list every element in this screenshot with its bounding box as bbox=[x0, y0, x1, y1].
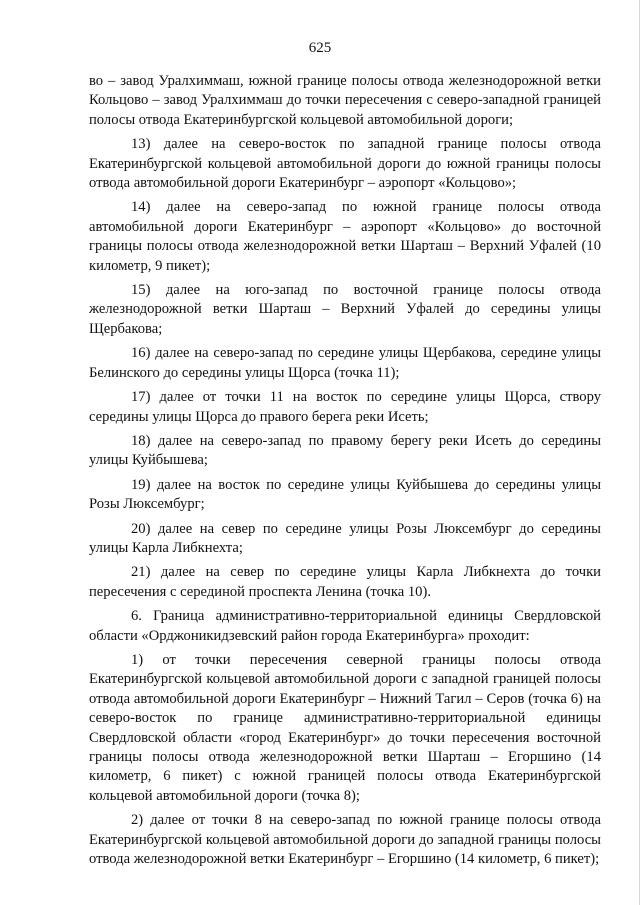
paragraph-item-21: 21) далее на север по середине улицы Карла Либкнехта до точки пересечения с серединой проспекта Ленина (точка 10). bbox=[89, 564, 601, 600]
paragraph-section-6-item-2: 2) далее от точки 8 на северо-запад по южной границе полосы отвода Екатеринбургской кольцевой автомобильной дороги до западной границы полосы отвода железнодорожной ветки Екатеринбург – Егоршино (14 километр, 6 пикет); bbox=[89, 812, 601, 868]
paragraph-continuation: во – завод Уралхиммаш, южной границе полосы отвода железнодорожной ветки Кольцово – завод Уралхиммаш до точки пересечения с северо-западной границей полосы отвода Екатеринбургской кольцевой автомобильной дороги; bbox=[89, 73, 601, 128]
paragraph-item-18: 18) далее на северо-запад по правому берегу реки Исеть до середины улицы Куйбышева; bbox=[89, 432, 601, 469]
paragraph-item-13: 13) далее на северо-восток по западной границе полосы отвода Екатеринбургской кольцевой автомобильной дороги до южной границы полосы отвода автомобильной дороги Екатеринбург – аэропорт «Кольцово»; bbox=[89, 136, 601, 192]
paragraph-item-16: 16) далее на северо-запад по середине улицы Щербакова, середине улицы Белинского до середины улицы Щорса (точка 11); bbox=[89, 345, 601, 381]
paragraph-section-6: 6. Граница административно-территориальной единицы Свердловской области «Орджоникидзевский район города Екатеринбурга» проходит: bbox=[89, 608, 601, 644]
page-number: 625 bbox=[308, 40, 332, 56]
paragraph-item-15: 15) далее на юго-запад по восточной границе полосы отвода железнодорожной ветки Шарташ – Верхний Уфалей до середины улицы Щербакова; bbox=[89, 282, 601, 337]
paragraph-item-19: 19) далее на восток по середине улицы Куйбышева до середины улицы Розы Люксембург; bbox=[89, 476, 601, 513]
document-body bbox=[89, 72, 601, 874]
paragraph-item-20: 20) далее на север по середине улицы Розы Люксембург до середины улицы Карла Либкнехта; bbox=[89, 520, 601, 556]
paragraph-section-6-item-1: 1) от точки пересечения северной границы полосы отвода Екатеринбургской кольцевой автомобильной дороги с западной границей полосы отвода автомобильной дороги Екатеринбург – Нижний Тагил – Серов (точка 6) на северо-восток по границе административно-территориальной единицы Свердловской области «город Екатеринбург» до точки пересечения восточной границы полосы отвода железнодорожной ветки Шарташ – Егоршино (14 километр, 6 пикет) с южной границей полосы отвода Екатеринбургской кольцевой автомобильной дороги (точка 8); bbox=[89, 651, 601, 804]
paragraph-item-17: 17) далее от точки 11 на восток по середине улицы Щорса, створу середины улицы Щорса до правого берега реки Исеть; bbox=[89, 389, 601, 425]
paragraph-item-14: 14) далее на северо-запад по южной границе полосы отвода автомобильной дороги Екатеринбург – аэропорт «Кольцово» до восточной границы полосы отвода железнодорожной ветки Шарташ – Верхний Уфалей (10 километр, 9 пикет); bbox=[89, 199, 601, 274]
